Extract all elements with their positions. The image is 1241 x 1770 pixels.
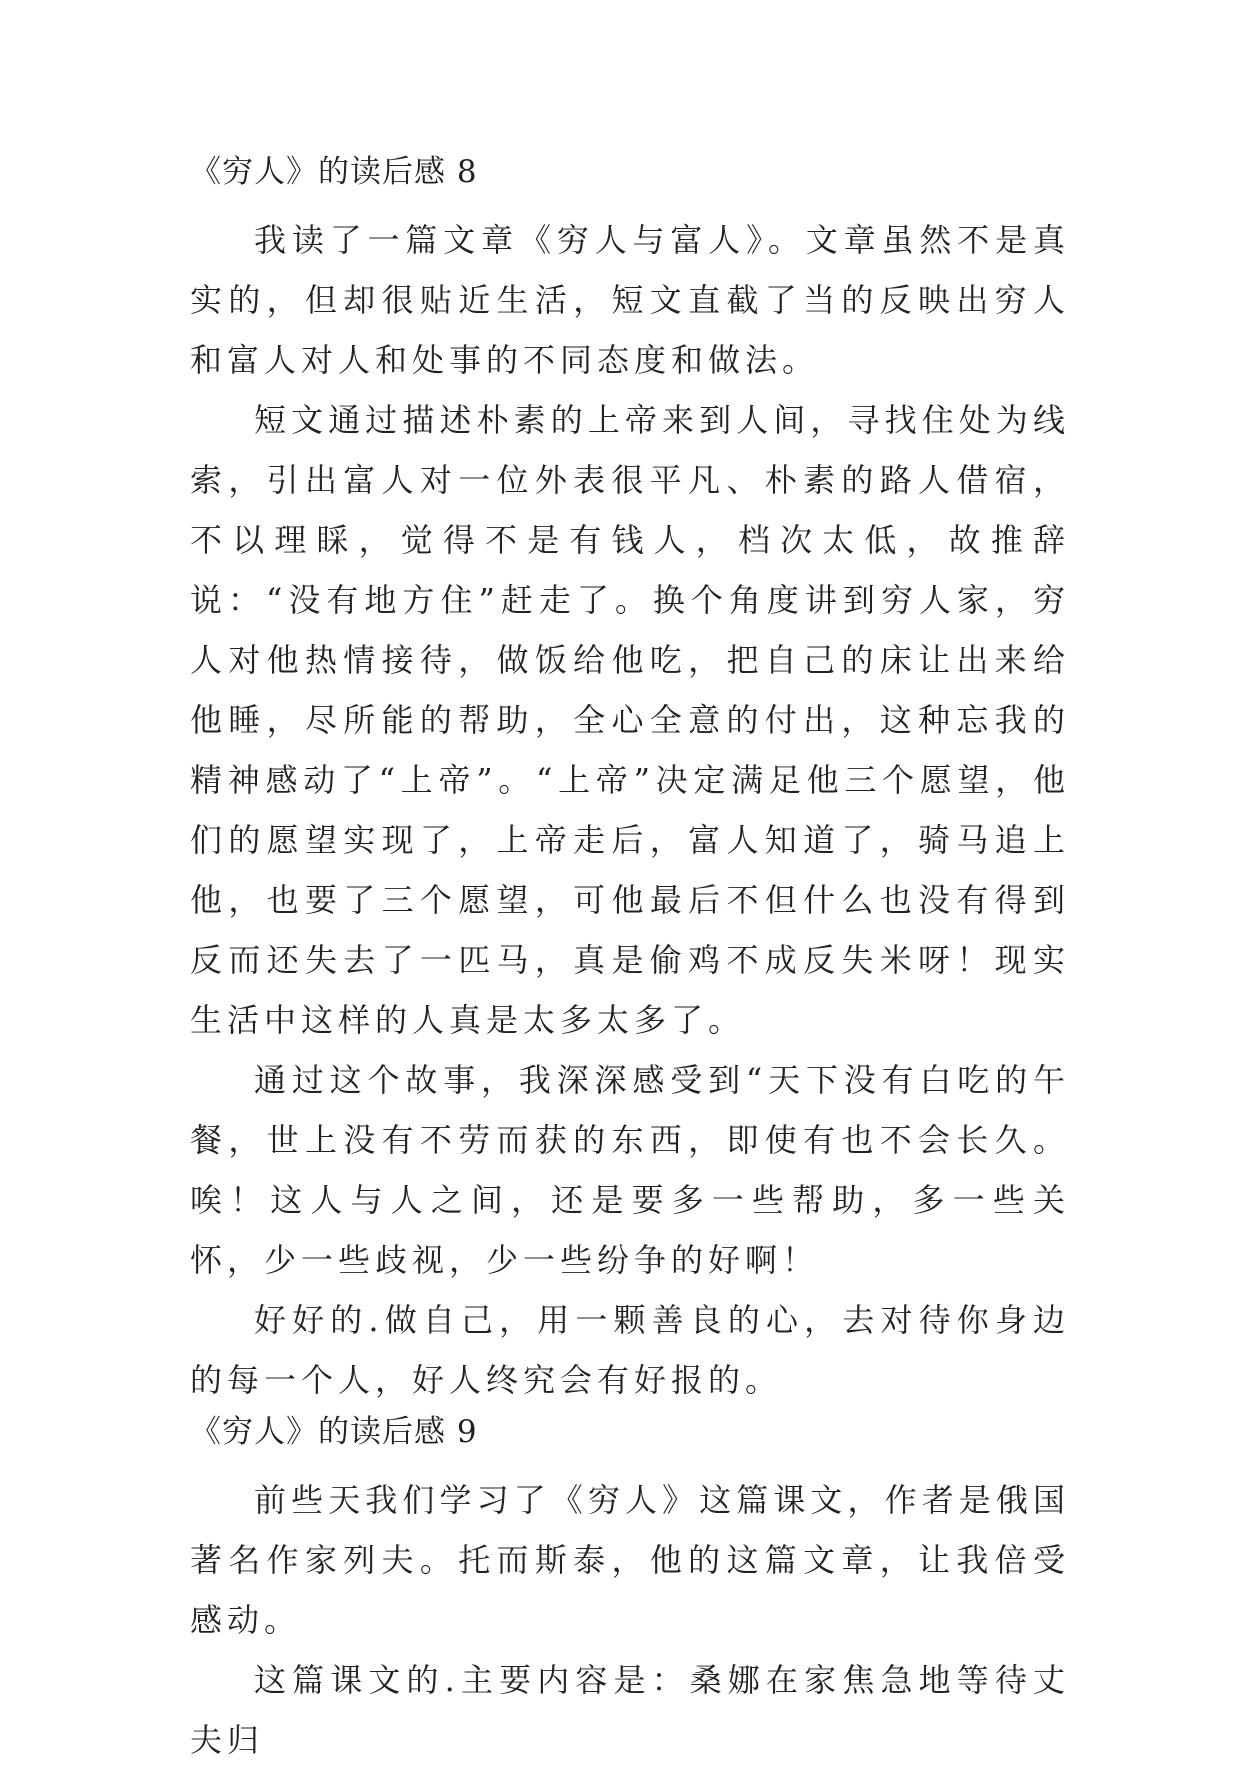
paragraph: 通过这个故事，我深深感受到“天下没有白吃的午餐，世上没有不劳而获的东西，即使有也不会长久。唉！这人与人之间，还是要多一些帮助，多一些关怀，少一些歧视，少一些纷争的好啊！ <box>190 1061 1070 1279</box>
paragraph: 前些天我们学习了《穷人》这篇课文，作者是俄国著名作家列夫。托而斯泰，他的这篇文章，让我倍受感动。 <box>190 1481 1070 1639</box>
essay-section-9 <box>190 1410 1070 1770</box>
paragraph: 这篇课文的.主要内容是：桑娜在家焦急地等待丈夫归 <box>190 1661 1070 1759</box>
document-body <box>190 150 1070 1770</box>
section-heading: 《穷人》的读后感 8 <box>190 154 478 190</box>
paragraph: 短文通过描述朴素的上帝来到人间，寻找住处为线索，引出富人对一位外表很平凡、朴素的路人借宿，不以理睬，觉得不是有钱人，档次太低，故推辞说：“没有地方住”赶走了。换个角度讲到穷人家，穷人对他热情接待，做饭给他吃，把自己的床让出来给他睡，尽所能的帮助，全心全意的付出，这种忘我的精神感动了“上帝”。“上帝”决定满足他三个愿望，他们的愿望实现了，上帝走后，富人知道了，骑马追上他，也要了三个愿望，可他最后不但什么也没有得到反而还失去了一匹马，真是偷鸡不成反失米呀！现实生活中这样的人真是太多太多了。 <box>190 401 1070 1039</box>
section-heading: 《穷人》的读后感 9 <box>190 1414 478 1450</box>
essay-section-8 <box>190 150 1070 1410</box>
paragraph: 好好的.做自己，用一颗善良的心，去对待你身边的每一个人，好人终究会有好报的。 <box>190 1301 1070 1399</box>
paragraph: 我读了一篇文章《穷人与富人》。文章虽然不是真实的，但却很贴近生活，短文直截了当的反映出穷人和富人对人和处事的不同态度和做法。 <box>190 221 1070 379</box>
